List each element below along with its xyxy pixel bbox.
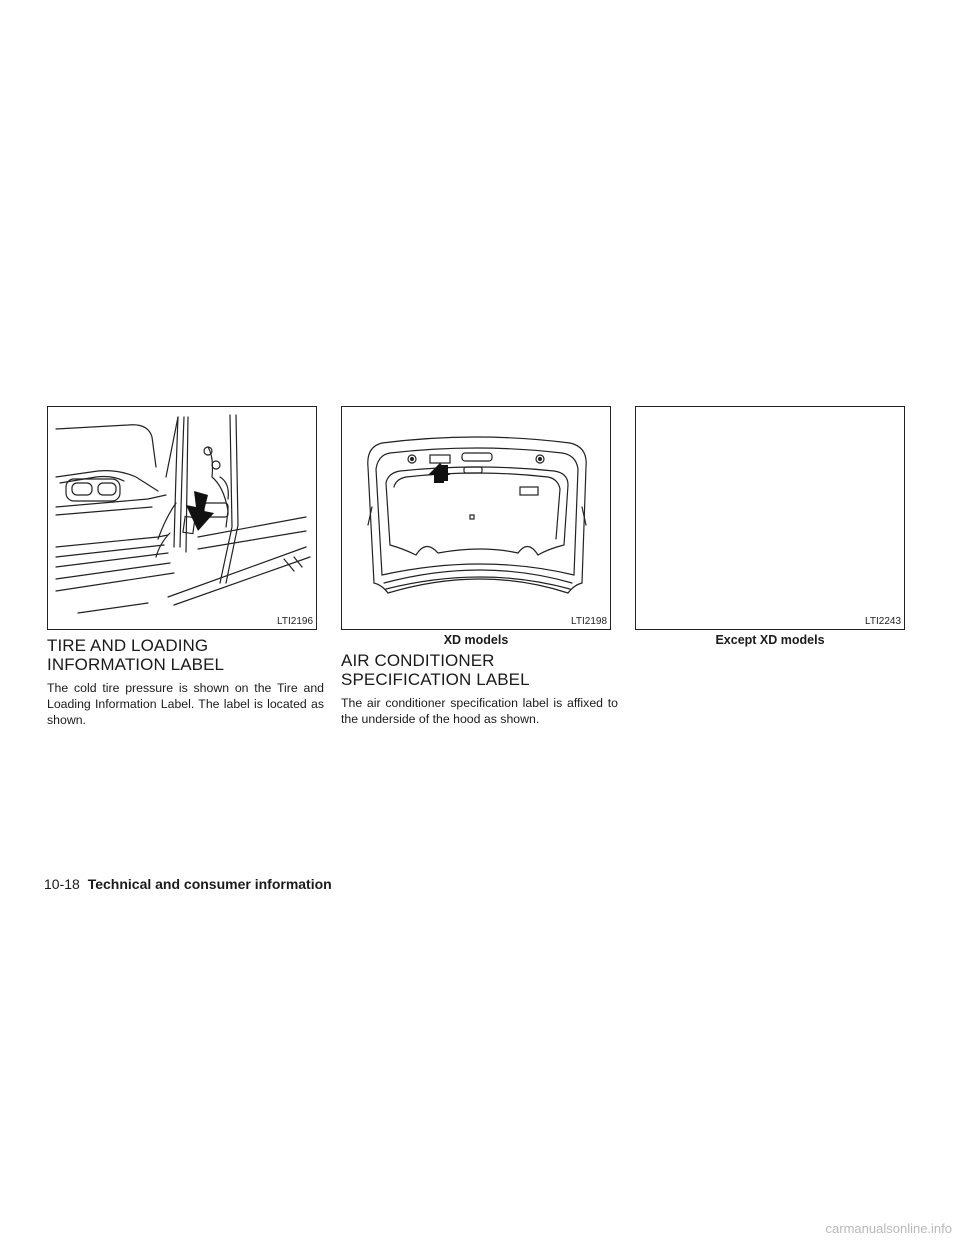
arrow-down-icon [48,407,317,630]
figure-code: LTI2198 [571,616,607,627]
section-heading-tire-label: TIRE AND LOADING INFORMATION LABEL [47,636,225,674]
figure-caption-except-xd: Except XD models [715,633,825,647]
section-heading-ac-label: AIR CONDITIONER SPECIFICATION LABEL [341,651,530,689]
figure-hood-underside [341,406,611,630]
figure-code: LTI2196 [277,616,313,627]
figure-except-xd [635,406,905,630]
arrow-up-icon [342,407,611,630]
figure-door-jamb [47,406,317,630]
section-body-tire-label: The cold tire pressure is shown on the Tire and Loading Information Label. The label is located as shown. [47,681,324,727]
figure-caption-xd: XD models [443,633,509,647]
chapter-title: Technical and consumer information [87,876,332,892]
figure-code: LTI2243 [865,616,901,627]
section-body-ac-label: The air conditioner specification label is affixed to the underside of the hood as shown. [341,696,618,726]
watermark: carmanualsonline.info [825,1221,952,1236]
page-footer [44,876,332,892]
page-number: 10-18 [44,876,80,892]
